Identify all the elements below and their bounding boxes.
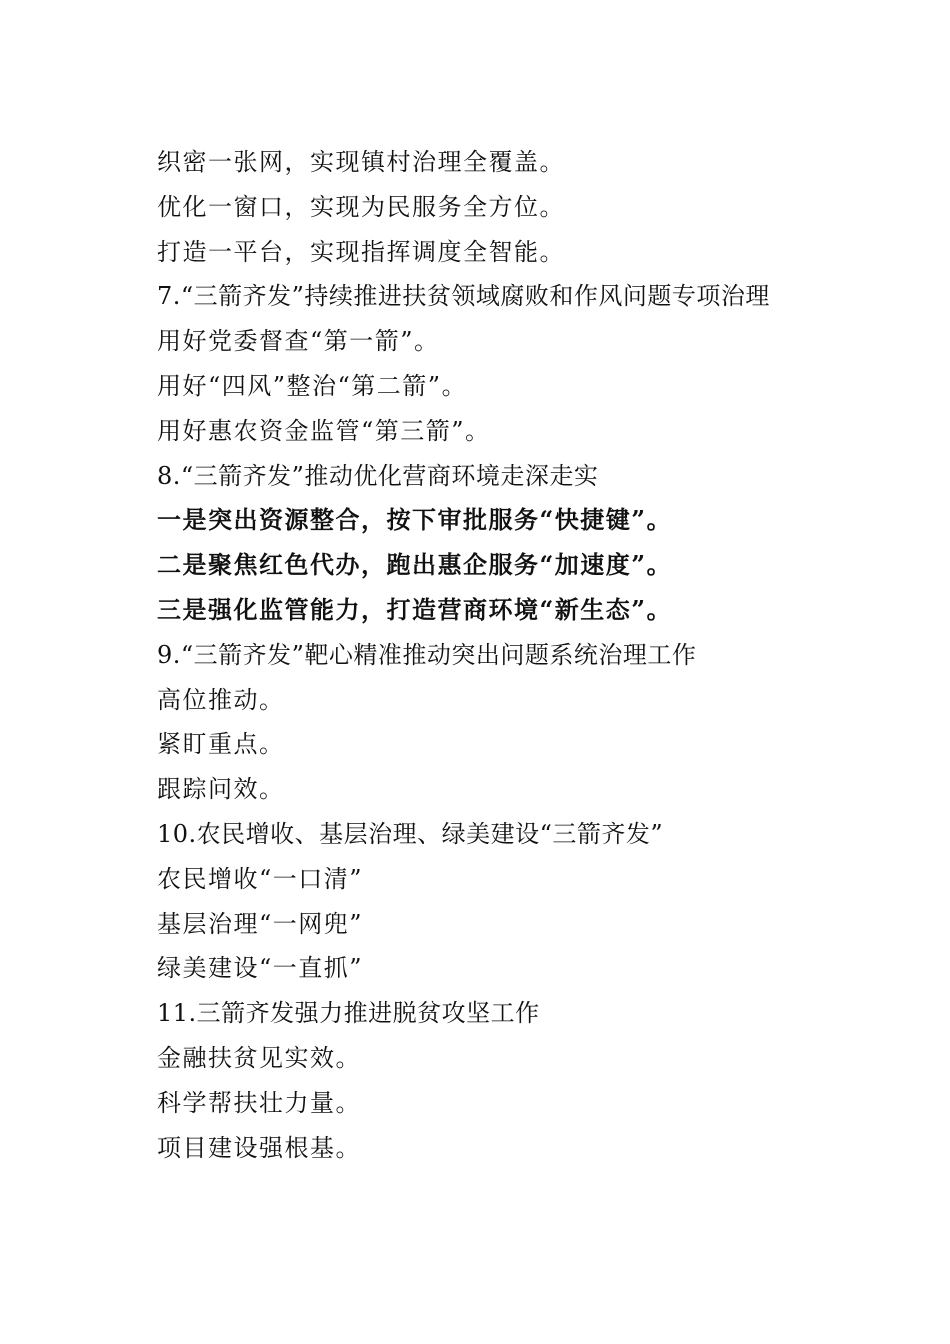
document-body [157,140,837,1170]
text-line: 绿美建设“一直抓” [157,954,364,983]
text-line: 基层治理“一网兜” [157,909,364,938]
text-line: 优化一窗口，实现为民服务全方位。 [157,192,565,221]
text-line: 项目建设强根基。 [157,1133,361,1162]
text-line: 高位推动。 [157,685,285,714]
text-line: 紧盯重点。 [157,730,285,759]
section-heading-11: 11.三箭齐发强力推进脱贫攻坚工作 [157,999,540,1028]
text-line: 农民增收“一口清” [157,864,364,893]
text-line: 科学帮扶壮力量。 [157,1088,361,1117]
bold-text-line: 二是聚焦红色代办，跑出惠企服务“加速度”。 [157,550,673,580]
text-line: 用好惠农资金监管“第三箭”。 [157,416,491,445]
section-heading-8: 8.“三箭齐发”推动优化营商环境走深走实 [157,461,599,490]
section-heading-9: 9.“三箭齐发”靶心精准推动突出问题系统治理工作 [157,640,697,669]
bold-text-line: 一是突出资源整合，按下审批服务“快捷键”。 [157,505,673,535]
text-line: 跟踪问效。 [157,775,285,804]
text-line: 用好党委督查“第一箭”。 [157,327,440,356]
text-line: 金融扶贫见实效。 [157,1043,361,1072]
section-heading-10: 10.农民增收、基层治理、绿美建设“三箭齐发” [157,819,664,848]
text-line: 打造一平台，实现指挥调度全智能。 [157,237,565,266]
section-heading-7: 7.“三箭齐发”持续推进扶贫领域腐败和作风问题专项治理 [157,282,770,311]
text-line: 用好“四风”整治“第二箭”。 [157,371,468,400]
bold-text-line: 三是强化监管能力，打造营商环境“新生态”。 [157,594,673,624]
text-line: 织密一张网，实现镇村治理全覆盖。 [157,148,565,176]
